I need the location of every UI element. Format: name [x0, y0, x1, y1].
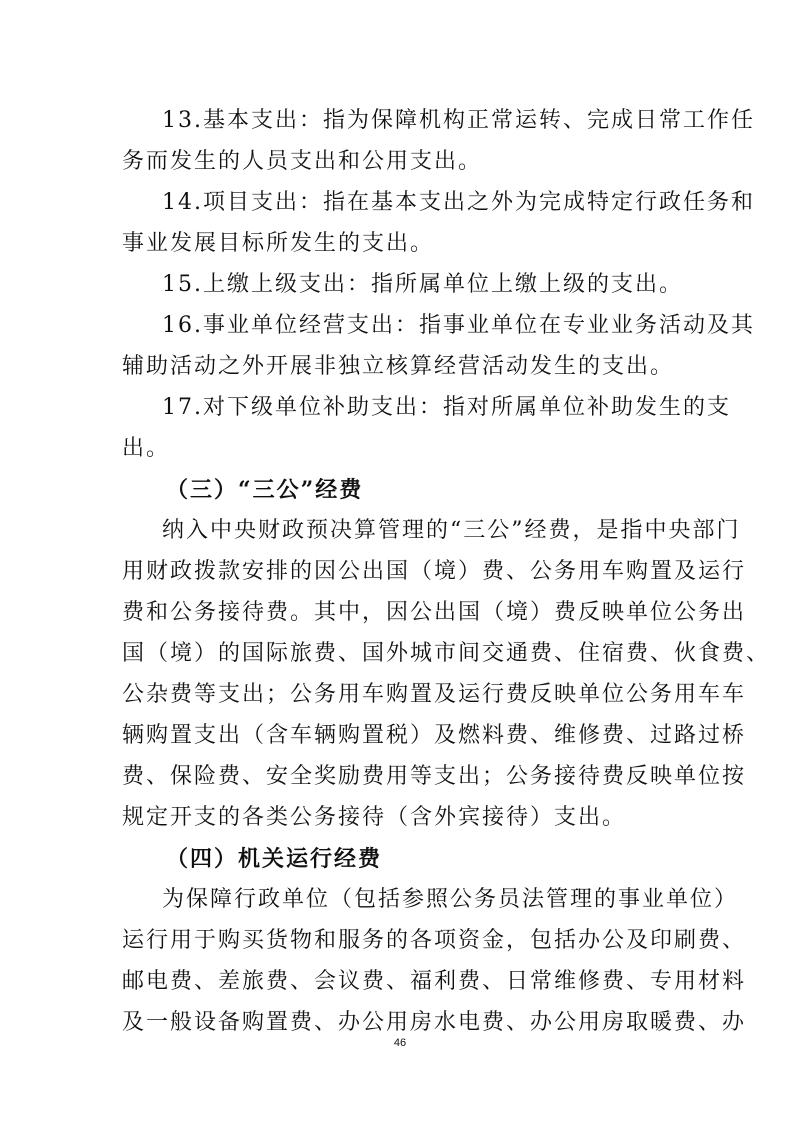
paragraph-line: 14.项目支出：指在基本支出之外为完成特定行政任务和 — [162, 190, 755, 215]
paragraph-line: 17.对下级单位补助支出：指对所属单位补助发生的支 — [162, 395, 731, 420]
paragraph-line: 15.上缴上级支出：指所属单位上缴上级的支出。 — [162, 272, 683, 297]
paragraph-line: 邮电费、差旅费、会议费、福利费、日常维修费、专用材料 — [122, 969, 747, 994]
paragraph-line: 出。 — [122, 436, 171, 461]
paragraph-line: 运行用于购买货物和服务的各项资金，包括办公及印刷费、 — [122, 928, 747, 953]
section-heading: （四）机关运行经费 — [166, 846, 383, 872]
paragraph-line: 16.事业单位经营支出：指事业单位在专业业务活动及其 — [162, 313, 755, 338]
paragraph-line: 事业发展目标所发生的支出。 — [122, 231, 435, 256]
section-heading: （三）“三公”经费 — [166, 477, 364, 503]
paragraph-line: 费、保险费、安全奖励费用等支出；公务接待费反映单位按 — [122, 764, 747, 789]
paragraph-line: 13.基本支出：指为保障机构正常运转、完成日常工作任 — [162, 108, 755, 133]
paragraph-line: 为保障行政单位（包括参照公务员法管理的事业单位） — [162, 887, 739, 912]
paragraph-line: 费和公务接待费。其中，因公出国（境）费反映单位公务出 — [122, 600, 747, 625]
paragraph-line: 务而发生的人员支出和公用支出。 — [122, 149, 483, 174]
paragraph-line: 国（境）的国际旅费、国外城市间交通费、住宿费、伙食费、 — [122, 641, 771, 666]
page-number: 46 — [393, 1037, 407, 1049]
paragraph-line: 公杂费等支出；公务用车购置及运行费反映单位公务用车车 — [122, 682, 747, 707]
paragraph-line: 及一般设备购置费、办公用房水电费、办公用房取暖费、办 — [122, 1010, 747, 1035]
paragraph-line: 规定开支的各类公务接待（含外宾接待）支出。 — [122, 805, 627, 830]
paragraph-line: 辅助活动之外开展非独立核算经营活动发生的支出。 — [122, 354, 675, 379]
paragraph-line: 辆购置支出（含车辆购置税）及燃料费、维修费、过路过桥 — [122, 723, 747, 748]
paragraph-line: 纳入中央财政预决算管理的“三公”经费，是指中央部门 — [162, 518, 741, 543]
paragraph-line: 用财政拨款安排的因公出国（境）费、公务用车购置及运行 — [122, 559, 747, 584]
